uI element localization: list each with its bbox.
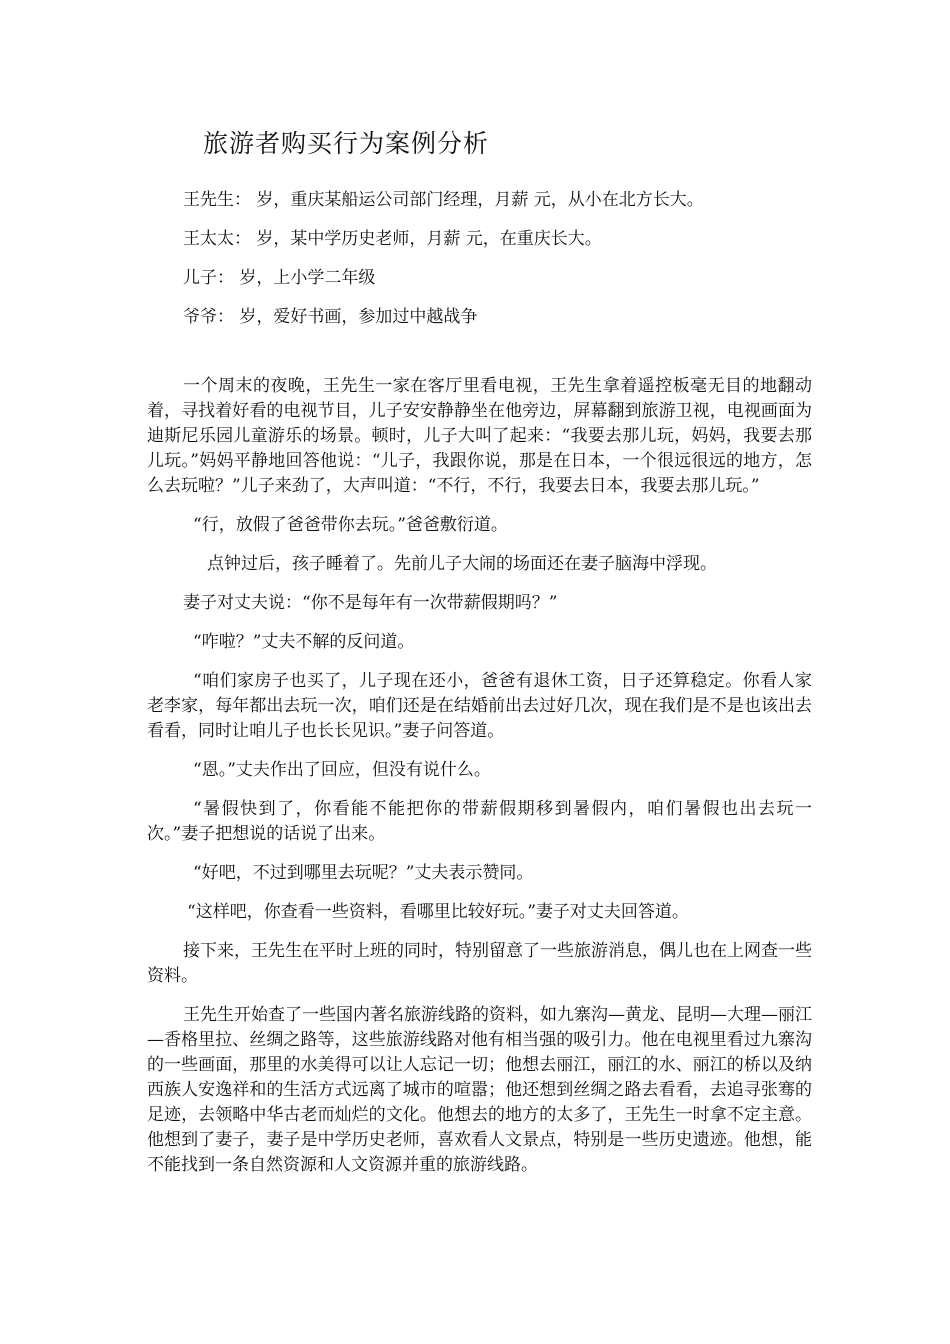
paragraph: “恩。”丈夫作出了回应，但没有说什么。	[193, 760, 491, 780]
paragraph: 一个周末的夜晚，王先生一家在客厅里看电视，王先生拿着遥控板毫无目的地翻动着，寻找着好看的电视节目，儿子安安静静坐在他旁边，屏幕翻到旅游卫视，电视画面为迪斯尼乐园儿童游乐的场景。顿时，儿子大叫了起来：“我要去那儿玩，妈妈，我要去那儿玩。”妈妈平静地回答他说：“儿子，我跟你说，那是在日本，一个很远很远的地方，怎么去玩啦？”儿子来劲了，大声叫道：“不行，不行，我要去日本，我要去那儿玩。”	[147, 376, 812, 496]
character-grandpa: 爷爷： 岁，爱好书画，参加过中越战争	[183, 307, 478, 327]
paragraph: “暑假快到了，你看能不能把你的带薪假期移到暑假内，咱们暑假也出去玩一次。”妻子把想说的话说了出来。	[147, 799, 812, 844]
character-son: 儿子： 岁，上小学二年级	[183, 268, 376, 288]
paragraph: “咋啦？”丈夫不解的反问道。	[193, 632, 415, 652]
paragraph: “行，放假了爸爸带你去玩。”爸爸敷衍道。	[193, 515, 508, 535]
story-body	[147, 374, 812, 1192]
document-title: 旅游者购买行为案例分析	[203, 129, 490, 158]
paragraph: 王先生开始查了一些国内著名旅游线路的资料，如九寨沟—黄龙、昆明—大理—丽江—香格里拉、丝绸之路等，这些旅游线路对他有相当强的吸引力。他在电视里看过九寨沟的一些画面，那里的水美得可以让人忘记一切；他想去丽江，丽江的水、丽江的桥以及纳西族人安逸祥和的生活方式远离了城市的喧嚣；他还想到丝绸之路去看看，去追寻张骞的足迹，去领略中华古老而灿烂的文化。他想去的地方的太多了，王先生一时拿不定主意。他想到了妻子，妻子是中学历史老师，喜欢看人文景点，特别是一些历史遗迹。他想，能不能找到一条自然资源和人文资源并重的旅游线路。	[147, 1005, 812, 1175]
character-wang: 王先生： 岁，重庆某船运公司部门经理，月薪 元，从小在北方长大。	[183, 190, 704, 210]
paragraph: 接下来，王先生在平时上班的同时，特别留意了一些旅游消息，偶儿也在上网查一些资料。	[147, 941, 812, 986]
paragraph: “好吧，不过到哪里去玩呢？”丈夫表示赞同。	[193, 863, 534, 883]
character-wife: 王太太： 岁，某中学历史老师，月薪 元，在重庆长大。	[183, 229, 602, 249]
paragraph: “这样吧，你查看一些资料，看哪里比较好玩。”妻子对丈夫回答道。	[187, 902, 689, 922]
paragraph: 妻子对丈夫说：“你不是每年有一次带薪假期吗？”	[183, 593, 558, 613]
paragraph: “咱们家房子也买了，儿子现在还小，爸爸有退休工资，日子还算稳定。你看人家老李家，每年都出去玩一次，咱们还是在结婚前出去过好几次，现在我们是不是也该出去看看，同时让咱儿子也长长见识。”妻子问答道。	[147, 671, 812, 741]
character-list	[183, 190, 833, 346]
paragraph: 点钟过后，孩子睡着了。先前儿子大闹的场面还在妻子脑海中浮现。	[207, 554, 717, 574]
